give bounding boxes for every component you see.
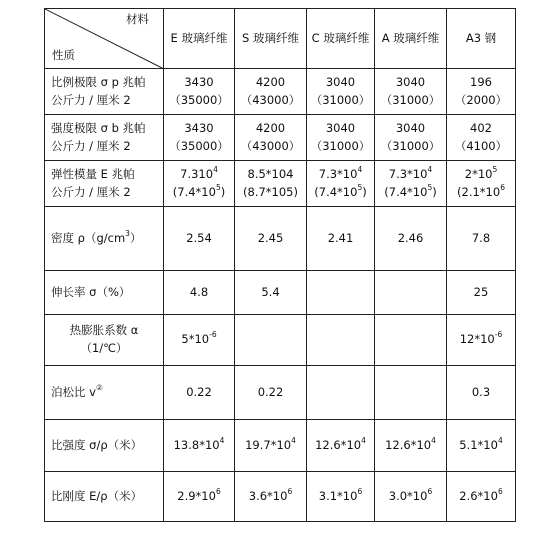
column-header-e-glass: E 玻璃纤维	[164, 9, 235, 69]
value-exponent: 4	[291, 435, 296, 445]
value-exponent: 6	[357, 486, 363, 496]
row-label-density	[45, 207, 164, 271]
value-cell	[447, 315, 516, 366]
value-tail: )	[432, 184, 437, 199]
value-cell	[447, 472, 516, 522]
value-secondary: （31000）	[380, 138, 441, 153]
value-exponent: 6	[215, 486, 221, 496]
value-cell	[164, 115, 235, 161]
value-base: 19.7*10	[245, 437, 292, 452]
value-exponent: 5	[427, 182, 433, 192]
value-exponent: 5	[357, 182, 363, 192]
value-base: 5.1*10	[459, 437, 498, 452]
table-row	[45, 115, 516, 161]
row-label-thermal-expansion	[45, 315, 164, 366]
value-cell: 4.8	[164, 271, 235, 315]
value-secondary: （31000）	[310, 138, 371, 153]
row-label-line2: 公斤力 / 厘米 2	[51, 184, 131, 199]
material-label: 材料	[126, 12, 149, 26]
row-label-specific-strength: 比强度 σ/ρ（米）	[45, 420, 164, 472]
value-cell	[307, 366, 375, 420]
value-base: 5*10	[181, 332, 210, 347]
column-header-c-glass: C 玻璃纤维	[307, 9, 375, 69]
value-cell	[375, 315, 447, 366]
value-base: (7.4*10	[172, 184, 216, 199]
value-primary: 3040	[395, 74, 426, 89]
value-cell	[375, 366, 447, 420]
row-label-base: 密度 ρ（g/cm	[51, 230, 126, 245]
corner-header-cell	[45, 9, 164, 69]
value-primary	[450, 166, 512, 184]
row-label-elastic-modulus	[45, 161, 164, 207]
value-cell: 0.22	[235, 366, 307, 420]
value-exponent: 4	[219, 435, 225, 445]
value-cell: 0.3	[447, 366, 516, 420]
value-base: 2.6*10	[459, 488, 498, 503]
value-primary: 402	[470, 120, 492, 135]
row-label-line2: 公斤力 / 厘米 2	[51, 138, 131, 153]
value-secondary: （2000）	[454, 92, 508, 107]
value-secondary	[238, 184, 303, 202]
value-cell	[235, 69, 307, 115]
value-exponent: 4	[497, 435, 503, 445]
value-exponent: -6	[494, 330, 503, 340]
value-secondary: （31000）	[380, 92, 441, 107]
column-header-s-glass: S 玻璃纤维	[235, 9, 307, 69]
row-label-line1: 强度极限 σ b 兆帕	[51, 120, 146, 135]
value-primary: 3430	[184, 74, 214, 89]
value-primary: 4200	[255, 74, 286, 89]
value-cell	[235, 315, 307, 366]
row-label-strength-limit	[45, 115, 164, 161]
table-row	[45, 472, 516, 522]
row-label-line1: 弹性模量 E 兆帕	[51, 166, 135, 181]
value-cell: 25	[447, 271, 516, 315]
value-exponent: 4	[427, 164, 433, 174]
value-base: 2*10	[464, 166, 493, 181]
value-secondary: （43000）	[240, 92, 301, 107]
value-cell	[235, 161, 307, 207]
table-row	[45, 315, 516, 366]
value-base: 13.8*10	[173, 437, 220, 452]
value-base: (7.4*10	[314, 184, 358, 199]
row-label-base: 泊松比 v	[51, 384, 96, 399]
property-label: 性质	[52, 48, 75, 63]
value-secondary: （31000）	[310, 92, 371, 107]
value-secondary	[450, 184, 512, 202]
column-header-a3-steel: A3 钢	[447, 9, 516, 69]
row-label-line1: 比例极限 σ p 兆帕	[51, 74, 146, 89]
value-cell	[447, 161, 516, 207]
value-cell	[164, 315, 235, 366]
value-base: 7.3*10	[318, 166, 358, 181]
value-primary	[310, 166, 371, 184]
value-tail: )	[220, 184, 226, 199]
value-exponent: 5	[215, 182, 221, 192]
value-cell	[375, 69, 447, 115]
value-cell	[375, 472, 447, 522]
value-base: (8.7*105)	[243, 184, 298, 199]
value-cell	[235, 472, 307, 522]
value-exponent: -6	[209, 330, 217, 340]
value-primary: 3040	[395, 120, 426, 135]
value-cell: 2.54	[164, 207, 235, 271]
value-exponent: 4	[361, 435, 366, 445]
value-base: (2.1*10	[457, 184, 501, 199]
value-exponent: 6	[497, 486, 503, 496]
value-secondary	[378, 184, 443, 202]
value-primary	[238, 166, 303, 184]
row-label-proportional-limit	[45, 69, 164, 115]
value-cell: 7.8	[447, 207, 516, 271]
value-cell	[164, 472, 235, 522]
value-exponent: 6	[287, 486, 293, 496]
value-cell	[375, 115, 447, 161]
value-cell	[447, 115, 516, 161]
value-cell	[164, 161, 235, 207]
value-primary: 196	[470, 74, 492, 89]
value-base: (7.4*10	[384, 184, 428, 199]
row-label-footnote: ②	[95, 382, 103, 392]
value-secondary: （43000）	[240, 138, 301, 153]
value-exponent: 4	[357, 164, 363, 174]
value-primary: 4200	[255, 120, 286, 135]
value-cell: 0.22	[164, 366, 235, 420]
table-row	[45, 271, 516, 315]
row-label-line1: 热膨胀系数 α	[69, 323, 139, 338]
value-base: 3.6*10	[248, 488, 288, 503]
value-cell	[375, 271, 447, 315]
value-exponent: 4	[213, 164, 218, 174]
value-cell: 5.4	[235, 271, 307, 315]
value-cell	[307, 472, 375, 522]
material-properties-table	[44, 8, 516, 522]
value-cell	[375, 420, 447, 472]
value-base: 12.6*10	[315, 437, 362, 452]
table-row	[45, 366, 516, 420]
value-cell	[307, 161, 375, 207]
value-exponent: 6	[500, 182, 505, 192]
value-exponent: 5	[492, 164, 498, 174]
value-base: 2.9*10	[177, 488, 216, 503]
value-exponent: 6	[427, 486, 433, 496]
value-primary	[378, 166, 443, 184]
value-primary: 3430	[184, 120, 214, 135]
value-secondary: （35000）	[169, 138, 229, 153]
header-row	[45, 9, 516, 69]
value-cell	[235, 420, 307, 472]
value-secondary: （4100）	[454, 138, 508, 153]
table-row	[45, 207, 516, 271]
value-cell	[307, 69, 375, 115]
value-tail: )	[362, 184, 367, 199]
row-label-elongation: 伸长率 σ（%）	[45, 271, 164, 315]
value-base: 7.3*10	[388, 166, 428, 181]
row-label-exponent: 3	[125, 228, 130, 238]
value-cell	[447, 420, 516, 472]
value-exponent: 4	[431, 435, 436, 445]
table-row	[45, 161, 516, 207]
value-cell	[235, 115, 307, 161]
value-base: 12*10	[459, 332, 495, 347]
value-cell	[375, 161, 447, 207]
value-cell: 2.41	[307, 207, 375, 271]
row-label-specific-stiffness: 比刚度 E/ρ（米）	[45, 472, 164, 522]
table-row	[45, 69, 516, 115]
column-header-a-glass: A 玻璃纤维	[375, 9, 447, 69]
value-base: 7.310	[180, 166, 214, 181]
value-cell	[307, 115, 375, 161]
value-secondary	[310, 184, 371, 202]
table-row	[45, 420, 516, 472]
value-cell	[164, 69, 235, 115]
value-base: 3.0*10	[388, 488, 428, 503]
value-cell	[307, 315, 375, 366]
value-cell: 2.46	[375, 207, 447, 271]
row-label-poisson-ratio	[45, 366, 164, 420]
value-primary	[167, 166, 231, 184]
value-cell	[447, 69, 516, 115]
value-primary: 3040	[325, 120, 356, 135]
value-base: 12.6*10	[385, 437, 432, 452]
row-label-line2: （1/℃）	[80, 341, 128, 355]
value-secondary	[167, 184, 231, 202]
value-base: 3.1*10	[318, 488, 358, 503]
value-secondary: （35000）	[169, 92, 229, 107]
value-cell	[307, 420, 375, 472]
value-cell	[164, 420, 235, 472]
value-base: 8.5*104	[247, 166, 294, 181]
row-label-tail: ）	[129, 230, 142, 245]
row-label-line2: 公斤力 / 厘米 2	[51, 92, 131, 107]
value-primary: 3040	[325, 74, 356, 89]
value-cell	[307, 271, 375, 315]
value-cell: 2.45	[235, 207, 307, 271]
